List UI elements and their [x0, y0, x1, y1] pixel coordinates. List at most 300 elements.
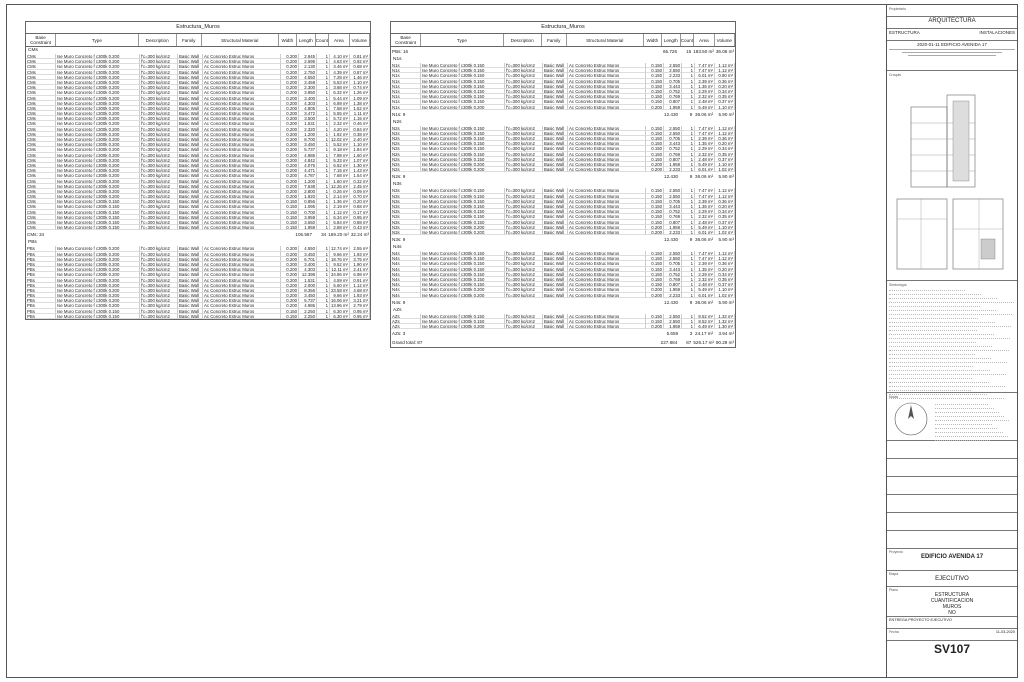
table-cell: f'c=300 kg/cm2: [505, 68, 543, 73]
table-cell: Ac Concreto Estruc Muros: [203, 309, 281, 314]
table-cell: 0.200: [281, 246, 299, 251]
table-cell: 0.91 m³: [350, 278, 370, 283]
table-cell: f'c=300 kg/cm2: [505, 324, 543, 329]
table-cell: 0.200: [281, 189, 299, 194]
table-cell: 16.06 m²: [331, 298, 348, 304]
group-label: CMs: [28, 48, 38, 53]
table-cell: Ac Concreto Estruc Muros: [568, 136, 646, 141]
table-cell: 0.150: [646, 136, 664, 141]
table-cell: 0.95 m³: [350, 309, 370, 314]
table-cell: 7.47 m²: [695, 251, 715, 256]
table-cell: 1.959: [299, 225, 317, 230]
table-cell: 1: [317, 246, 330, 251]
total-cell: [641, 235, 660, 244]
table-cell: 0.752: [664, 146, 682, 151]
table-cell: 1.10 m³: [350, 142, 370, 147]
table-cell: 0.88 m³: [350, 220, 370, 225]
north-arrow-icon: [891, 399, 931, 439]
table-cell: Basic Wall: [178, 127, 203, 132]
total-cell: 34: [321, 232, 327, 238]
table-cell: 1.959: [664, 105, 682, 110]
table-cell: 1: [317, 147, 330, 152]
table-cell: 1: [682, 84, 695, 89]
table-cell: Ac Concreto Estruc Muros: [203, 75, 281, 80]
table-cell: 3.450: [299, 293, 317, 298]
table-cell: Ac Concreto Estruc Muros: [203, 147, 281, 152]
table-cell: Ac Concreto Estruc Muros: [203, 121, 281, 126]
table-cell: Ac Concreto Estruc Muros: [568, 157, 646, 162]
table-cell: N4s: [391, 272, 421, 277]
table-cell: Ise Muro Concreto f c300k 0.150: [421, 314, 505, 319]
table-cell: 0.200: [281, 293, 299, 298]
table-cell: Ise Muro Concreto f c300k 0.150: [421, 261, 505, 266]
tb-keyplan-label: Croquis: [889, 73, 902, 77]
table-cell: 2.29 m²: [695, 272, 715, 277]
table-cell: Ac Concreto Estruc Muros: [203, 314, 281, 319]
table-cell: 0.200: [281, 288, 299, 293]
table-cell: Basic Wall: [543, 126, 568, 131]
table-cell: f'c=300 kg/cm2: [505, 79, 543, 84]
table-cell: Basic Wall: [543, 136, 568, 141]
table-cell: 4.550: [299, 246, 317, 251]
table-cell: f'c=300 kg/cm2: [140, 303, 178, 308]
table-cell: 0.81 m³: [350, 54, 370, 59]
table-cell: 0.150: [281, 314, 299, 319]
table-cell: CMs: [26, 173, 56, 178]
table-cell: 0.752: [664, 89, 682, 94]
table-cell: f'c=300 kg/cm2: [505, 194, 543, 199]
tb-legend: [887, 281, 1017, 393]
table-cell: Ac Concreto Estruc Muros: [568, 272, 646, 277]
table-cell: 3.46 m²: [330, 64, 350, 69]
table-cell: Ise Muro Concreto f c300k 0.200: [421, 324, 505, 329]
table-cell: Ise Muro Concreto f c300k 0.150: [421, 319, 505, 324]
table-cell: Ise Muro Concreto f c300k 0.150: [421, 63, 505, 68]
table-cell: 0.856: [299, 199, 317, 204]
table-cell: f'c=300 kg/cm2: [140, 168, 178, 173]
table-cell: 2.32 m²: [330, 121, 350, 126]
table-cell: Basic Wall: [543, 99, 568, 104]
table-cell: 0.68 m³: [350, 64, 370, 69]
table-cell: Basic Wall: [543, 105, 568, 110]
total-cell: 9: [689, 174, 693, 180]
table-cell: CMs: [26, 121, 56, 126]
table-cell: f'c=300 kg/cm2: [505, 230, 543, 235]
table-cell: f'c=300 kg/cm2: [140, 225, 178, 230]
table-cell: Ise Muro Concreto f c300k 0.200: [421, 293, 505, 298]
table-cell: 0.705: [664, 79, 682, 84]
total-cell: CMs: 34: [27, 232, 45, 238]
total-cell: 12.430: [664, 299, 679, 305]
table-cell: Basic Wall: [543, 287, 568, 292]
table-cell: 0.200: [281, 257, 299, 262]
table-cell: f'c=300 kg/cm2: [505, 209, 543, 214]
table-cell: 1.92 m²: [330, 132, 350, 137]
total-cell: [540, 235, 566, 244]
total-cell: [421, 298, 502, 307]
table-cell: f'c=300 kg/cm2: [505, 94, 543, 99]
table-cell: 0.150: [646, 73, 664, 78]
table-cell: Ac Concreto Estruc Muros: [568, 68, 646, 73]
table-cell: Ac Concreto Estruc Muros: [568, 167, 646, 172]
total-cell: 5.90 m³: [718, 299, 735, 305]
table-cell: Ac Concreto Estruc Muros: [568, 214, 646, 219]
table-cell: Basic Wall: [178, 210, 203, 215]
total-cell: [503, 338, 540, 347]
table-cell: Basic Wall: [178, 153, 203, 158]
table-cell: 2.32 m²: [695, 152, 715, 157]
table-cell: 5.84 m²: [330, 220, 350, 225]
table-cell: Ac Concreto Estruc Muros: [203, 252, 281, 257]
table-cell: Basic Wall: [178, 158, 203, 163]
table-cell: Basic Wall: [543, 89, 568, 94]
table-cell: f'c=300 kg/cm2: [505, 84, 543, 89]
table-cell: 2.800: [299, 189, 317, 194]
table-cell: Ise Muro Concreto f c300k 0.200: [56, 246, 140, 251]
table-cell: 1: [682, 214, 695, 219]
table-cell: CMs: [26, 184, 56, 189]
tb-notes: [887, 393, 1017, 441]
table-cell: 1: [682, 157, 695, 162]
total-cell: [540, 110, 566, 119]
table-cell: f'c=300 kg/cm2: [140, 179, 178, 184]
table-cell: 1: [317, 215, 330, 220]
table-cell: 4.39 m²: [330, 70, 350, 75]
table-cell: N2s: [391, 157, 421, 162]
table-cell: 0.17 m³: [350, 210, 370, 215]
table-cell: 12.02 m²: [331, 137, 348, 142]
drawing-sheet: [6, 4, 1018, 678]
table-cell: 0.34 m³: [715, 272, 735, 277]
table-cell: 6.52 m²: [330, 163, 350, 168]
table-cell: Ise Muro Concreto f c300k 0.200: [56, 298, 140, 303]
tb-sign-5: [887, 513, 1017, 531]
table-cell: 1: [317, 288, 330, 293]
table-cell: AZs: [391, 324, 421, 329]
table-cell: 0.807: [664, 157, 682, 162]
table-cell: Basic Wall: [178, 293, 203, 298]
table-cell: N4s: [391, 267, 421, 272]
table-cell: 4.842: [299, 158, 317, 163]
table-cell: f'c=300 kg/cm2: [140, 199, 178, 204]
table-cell: Ise Muro Concreto f c300k 0.200: [56, 132, 140, 137]
total-cell: [502, 172, 540, 181]
total-cell: [640, 47, 659, 56]
table-cell: 0.20 m³: [715, 141, 735, 146]
total-cell: 87: [686, 340, 692, 346]
table-cell: 2.88 m²: [330, 225, 350, 230]
table-cell: 3.459: [299, 80, 317, 85]
table-cell: f'c=300 kg/cm2: [140, 153, 178, 158]
table-cell: 1.60 m³: [350, 153, 370, 158]
table-cell: 1.12 m³: [350, 283, 370, 288]
table-cell: f'c=300 kg/cm2: [140, 147, 178, 152]
column-header: Description: [139, 34, 177, 46]
table-cell: Ac Concreto Estruc Muros: [203, 283, 281, 288]
table-cell: 0.200: [281, 303, 299, 308]
total-cell: 90.29 m³: [715, 340, 734, 346]
total-cell: N4s: 9: [392, 299, 406, 305]
table-cell: 12.11 m²: [331, 267, 348, 273]
total-cell: [540, 329, 566, 338]
table-cell: 3.75 m³: [350, 257, 370, 262]
total-cell: [566, 235, 641, 244]
total-cell: 36.06 m²: [695, 237, 714, 243]
table-cell: f'c=300 kg/cm2: [140, 127, 178, 132]
table-cell: Basic Wall: [543, 68, 568, 73]
table-cell: Ac Concreto Estruc Muros: [203, 127, 281, 132]
table-row: [26, 314, 370, 319]
table-cell: f'c=300 kg/cm2: [505, 214, 543, 219]
table-cell: Ise Muro Concreto f c300k 0.150: [421, 194, 505, 199]
table-cell: 0.84 m³: [350, 127, 370, 132]
table-cell: Ac Concreto Estruc Muros: [203, 199, 281, 204]
table-cell: 3.443: [664, 204, 682, 209]
table-cell: 1.02 m³: [715, 230, 735, 235]
group-label: PBs: [28, 240, 37, 246]
table-cell: Basic Wall: [178, 267, 203, 272]
table-cell: 2.19 m²: [330, 204, 350, 209]
table-cell: 1.200: [299, 179, 317, 184]
table-cell: Basic Wall: [178, 194, 203, 199]
table-cell: Ise Muro Concreto f c300k 0.150: [56, 225, 140, 230]
table-cell: Basic Wall: [178, 121, 203, 126]
table-cell: 8.700: [299, 137, 317, 142]
table-cell: f'c=300 kg/cm2: [140, 298, 178, 303]
table-cell: 1: [682, 261, 695, 266]
table-cell: CMs: [26, 80, 56, 85]
table-cell: CMs: [26, 54, 56, 59]
table-cell: 4.10 m²: [330, 54, 350, 59]
table-cell: 1.10 m³: [715, 287, 735, 292]
table-cell: Ac Concreto Estruc Muros: [568, 89, 646, 94]
table-cell: N3s: [391, 214, 421, 219]
table-cell: f'c=300 kg/cm2: [505, 157, 543, 162]
table-cell: 2.695: [299, 59, 317, 64]
table-cell: Ac Concreto Estruc Muros: [203, 225, 281, 230]
group-total-row: [391, 298, 735, 307]
table-cell: 1: [682, 152, 695, 157]
column-header: Count: [681, 34, 695, 46]
table-cell: 0.200: [281, 272, 299, 277]
table-cell: Ise Muro Concreto f c300k 0.200: [56, 106, 140, 111]
table-cell: 4.63 m²: [330, 59, 350, 64]
table-cell: Ise Muro Concreto f c300k 0.200: [56, 272, 140, 277]
table-cell: PBs: [26, 262, 56, 267]
table-cell: 1: [682, 267, 695, 272]
table-cell: 3.650: [299, 220, 317, 225]
total-cell: PBs: 16: [392, 49, 409, 54]
table-cell: N3s: [391, 199, 421, 204]
table-cell: Basic Wall: [543, 282, 568, 287]
table-cell: Ise Muro Concreto f c300k 0.150: [421, 68, 505, 73]
total-cell: 36.06 m²: [695, 174, 714, 180]
table-cell: Ise Muro Concreto f c300k 0.200: [421, 287, 505, 292]
table-cell: 9.66 m²: [330, 252, 350, 257]
table-cell: Ise Muro Concreto f c300k 0.150: [421, 277, 505, 282]
table-cell: Ise Muro Concreto f c300k 0.200: [56, 283, 140, 288]
total-cell: [566, 110, 641, 119]
total-cell: [566, 329, 641, 338]
table-cell: Ise Muro Concreto f c300k 0.200: [56, 173, 140, 178]
table-cell: f'c=300 kg/cm2: [505, 272, 543, 277]
table-cell: Ise Muro Concreto f c300k 0.150: [56, 210, 140, 215]
table-cell: 0.38 m³: [350, 132, 370, 137]
total-cell: 65.726: [662, 49, 678, 54]
table-cell: Ac Concreto Estruc Muros: [203, 70, 281, 75]
table-cell: CMs: [26, 116, 56, 121]
table-cell: 2.233: [664, 293, 682, 298]
table-cell: 1: [682, 293, 695, 298]
table-cell: CMs: [26, 64, 56, 69]
table-cell: 2.550: [664, 314, 682, 319]
table-cell: Ac Concreto Estruc Muros: [203, 59, 281, 64]
table-cell: Ac Concreto Estruc Muros: [203, 220, 281, 225]
table-cell: CMs: [26, 85, 56, 90]
total-cell: [540, 172, 566, 181]
total-cell: Grand total: 87: [392, 340, 423, 346]
table-cell: 7.47 m²: [695, 131, 715, 136]
table-cell: 9.52 m²: [330, 262, 350, 267]
table-cell: 5.737: [299, 147, 317, 152]
table-cell: 6.30 m²: [330, 309, 350, 314]
table-cell: f'c=300 kg/cm2: [505, 167, 543, 172]
table-cell: Ac Concreto Estruc Muros: [203, 85, 281, 90]
table-cell: 1: [317, 210, 330, 215]
table-cell: 5.52 m²: [330, 142, 350, 147]
table-cell: 1: [682, 204, 695, 209]
table-cell: 0.150: [281, 215, 299, 220]
table-cell: 0.36 m³: [715, 261, 735, 266]
table-cell: Basic Wall: [543, 324, 568, 329]
table-cell: 1: [682, 230, 695, 235]
table-cell: Ise Muro Concreto f c300k 0.150: [421, 136, 505, 141]
table-cell: Ac Concreto Estruc Muros: [568, 282, 646, 287]
total-cell: [641, 110, 660, 119]
table-cell: 0.200: [281, 121, 299, 126]
table-cell: 4.787: [299, 173, 317, 178]
table-cell: 0.37 m³: [715, 220, 735, 225]
table-cell: 1.90 m³: [350, 262, 370, 267]
table-cell: N2s: [391, 131, 421, 136]
table-cell: PBs: [26, 267, 56, 272]
table-cell: Ise Muro Concreto f c300k 0.200: [56, 184, 140, 189]
table-cell: 1: [682, 324, 695, 329]
table-cell: Ise Muro Concreto f c300k 0.200: [56, 137, 140, 142]
table-cell: 0.150: [646, 261, 664, 266]
table-cell: 4.075: [299, 163, 317, 168]
table-cell: Basic Wall: [178, 257, 203, 262]
total-cell: N2s: 9: [392, 174, 406, 180]
table-cell: 6.01 m²: [695, 73, 715, 78]
table-cell: 6.701: [299, 257, 317, 262]
table-cell: CMs: [26, 153, 56, 158]
tb-disciplines: [887, 29, 1017, 41]
table-cell: Ac Concreto Estruc Muros: [568, 79, 646, 84]
table-cell: Ac Concreto Estruc Muros: [568, 287, 646, 292]
column-header: Base Constraint: [26, 34, 56, 46]
table-cell: 0.74 m³: [350, 85, 370, 90]
table-cell: 1: [317, 309, 330, 314]
table-cell: 0.34 m³: [715, 89, 735, 94]
table-cell: Ise Muro Concreto f c300k 0.200: [56, 116, 140, 121]
table-cell: CMs: [26, 59, 56, 64]
total-cell: [540, 298, 566, 307]
table-cell: 0.150: [646, 256, 664, 261]
table-cell: 0.34 m³: [715, 209, 735, 214]
table-cell: 0.200: [281, 298, 299, 303]
table-cell: 0.705: [664, 199, 682, 204]
table-cell: 0.200: [646, 105, 664, 110]
total-cell: [641, 329, 660, 338]
table-cell: 2.14 m²: [330, 194, 350, 199]
tb-instalaciones: INSTALACIONES: [979, 30, 1015, 35]
total-cell: 32.24 m³: [350, 232, 369, 238]
table-cell: 2.550: [664, 63, 682, 68]
table-cell: 0.87 m³: [350, 70, 370, 75]
table-cell: Ise Muro Concreto f c300k 0.150: [421, 146, 505, 151]
table-cell: Basic Wall: [543, 214, 568, 219]
table-cell: 5.72 m²: [330, 116, 350, 121]
table-cell: 1: [317, 293, 330, 298]
table-cell: Basic Wall: [178, 147, 203, 152]
table-cell: 1: [317, 163, 330, 168]
table-cell: 1.35 m²: [695, 204, 715, 209]
tb-stage-label: Etapa: [889, 572, 899, 576]
table-cell: PBs: [26, 288, 56, 293]
table-cell: f'c=300 kg/cm2: [140, 173, 178, 178]
table-cell: 1: [682, 131, 695, 136]
table-cell: 1: [317, 64, 330, 69]
table-cell: Basic Wall: [543, 94, 568, 99]
table-cell: 0.200: [281, 252, 299, 257]
table-cell: Ac Concreto Estruc Muros: [203, 293, 281, 298]
total-cell: [566, 172, 641, 181]
table-cell: CMs: [26, 194, 56, 199]
table-cell: Ac Concreto Estruc Muros: [568, 84, 646, 89]
table-cell: Ac Concreto Estruc Muros: [203, 101, 281, 106]
table-cell: 0.200: [281, 262, 299, 267]
table-cell: 0.752: [664, 209, 682, 214]
table-cell: f'c=300 kg/cm2: [140, 111, 178, 116]
group-total-row: [391, 110, 735, 119]
table-cell: 1: [682, 319, 695, 324]
table-cell: 1: [317, 116, 330, 121]
table-cell: Ac Concreto Estruc Muros: [203, 179, 281, 184]
table-cell: 1: [682, 314, 695, 319]
tb-date-label: Fecha: [889, 630, 899, 634]
table-cell: 3.500: [299, 116, 317, 121]
table-cell: Ise Muro Concreto f c300k 0.200: [56, 147, 140, 152]
table-cell: 3.68 m²: [330, 85, 350, 90]
table-cell: Ac Concreto Estruc Muros: [203, 303, 281, 308]
table-cell: 2.48 m²: [695, 157, 715, 162]
table-cell: CMs: [26, 106, 56, 111]
table-cell: PBs: [26, 283, 56, 288]
table-cell: Ise Muro Concreto f c300k 0.150: [421, 79, 505, 84]
table-cell: Basic Wall: [543, 194, 568, 199]
group-label: N3s: [393, 182, 402, 188]
table-cell: f'c=300 kg/cm2: [140, 272, 178, 277]
table-cell: PBs: [26, 309, 56, 314]
total-cell: 16: [686, 49, 692, 54]
table-cell: Basic Wall: [543, 272, 568, 277]
table-cell: Basic Wall: [178, 137, 203, 142]
table-cell: CMs: [26, 142, 56, 147]
table-cell: 1: [682, 209, 695, 214]
table-cell: Ac Concreto Estruc Muros: [568, 204, 646, 209]
table-cell: Ise Muro Concreto f c300k 0.200: [56, 288, 140, 293]
